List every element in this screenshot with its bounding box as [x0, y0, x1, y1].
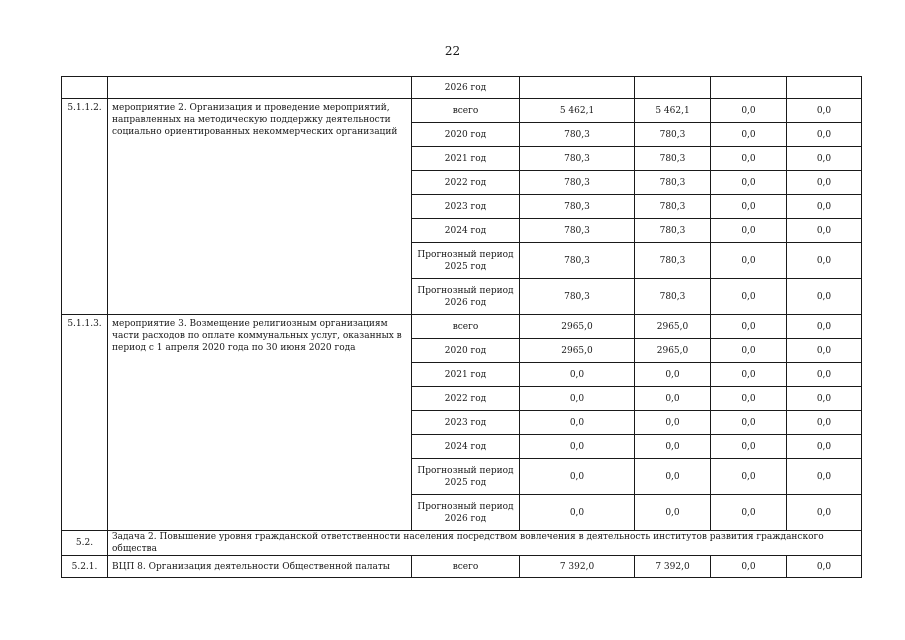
table-row	[62, 556, 862, 578]
value-cell: 780,3	[520, 123, 635, 147]
value-cell: 0,0	[711, 99, 787, 123]
budget-table	[61, 76, 862, 578]
value-cell: 0,0	[787, 99, 862, 123]
value-cell: 0,0	[787, 459, 862, 495]
value-cell: 0,0	[787, 279, 862, 315]
period-cell: 2026 год	[412, 77, 520, 99]
value-cell	[635, 77, 711, 99]
value-cell: 780,3	[635, 279, 711, 315]
value-cell: 0,0	[787, 315, 862, 339]
period-cell: 2021 год	[412, 363, 520, 387]
value-cell: 0,0	[520, 435, 635, 459]
value-cell: 2965,0	[520, 315, 635, 339]
value-cell: 0,0	[711, 171, 787, 195]
value-cell: 0,0	[711, 459, 787, 495]
period-cell: Прогнозный период 2025 год	[412, 459, 520, 495]
value-cell: 0,0	[787, 171, 862, 195]
value-cell: 0,0	[711, 195, 787, 219]
period-cell: 2022 год	[412, 171, 520, 195]
task-row	[62, 531, 862, 556]
value-cell: 780,3	[520, 243, 635, 279]
value-cell: 0,0	[711, 411, 787, 435]
period-cell: Прогнозный период 2025 год	[412, 243, 520, 279]
period-cell: всего	[412, 99, 520, 123]
period-cell: 2023 год	[412, 195, 520, 219]
value-cell: 0,0	[711, 387, 787, 411]
period-cell: 2024 год	[412, 435, 520, 459]
code-cell: 5.1.1.3.	[62, 315, 108, 531]
period-cell: Прогнозный период 2026 год	[412, 495, 520, 531]
value-cell: 0,0	[520, 387, 635, 411]
value-cell: 0,0	[787, 495, 862, 531]
value-cell: 0,0	[787, 147, 862, 171]
value-cell: 780,3	[635, 219, 711, 243]
period-cell: всего	[412, 556, 520, 578]
value-cell: 0,0	[711, 219, 787, 243]
table-row	[62, 99, 862, 123]
value-cell: 0,0	[787, 387, 862, 411]
value-cell: 0,0	[711, 435, 787, 459]
table-row	[62, 77, 862, 99]
code-cell	[62, 77, 108, 99]
value-cell: 0,0	[711, 123, 787, 147]
value-cell: 780,3	[520, 147, 635, 171]
value-cell: 0,0	[635, 363, 711, 387]
value-cell: 0,0	[635, 459, 711, 495]
value-cell: 0,0	[635, 411, 711, 435]
value-cell: 5 462,1	[520, 99, 635, 123]
value-cell: 0,0	[520, 411, 635, 435]
code-cell: 5.2.1.	[62, 556, 108, 578]
value-cell	[787, 77, 862, 99]
value-cell: 0,0	[711, 556, 787, 578]
value-cell: 0,0	[787, 556, 862, 578]
value-cell: 780,3	[635, 243, 711, 279]
value-cell: 780,3	[520, 219, 635, 243]
value-cell: 0,0	[787, 123, 862, 147]
period-cell: 2020 год	[412, 123, 520, 147]
value-cell: 5 462,1	[635, 99, 711, 123]
task-code: 5.2.	[62, 531, 108, 556]
page-number: 22	[444, 44, 461, 58]
value-cell: 0,0	[711, 495, 787, 531]
name-cell	[108, 77, 412, 99]
name-cell: мероприятие 2. Организация и проведение мероприятий, направленных на методическую поддержку деятельности социально ориентированных некоммерческих организаций	[108, 99, 412, 315]
value-cell: 0,0	[635, 495, 711, 531]
name-cell: ВЦП 8. Организация деятельности Общественной палаты	[108, 556, 412, 578]
period-cell: Прогнозный период 2026 год	[412, 279, 520, 315]
value-cell: 0,0	[711, 363, 787, 387]
value-cell: 0,0	[711, 279, 787, 315]
code-cell: 5.1.1.2.	[62, 99, 108, 315]
value-cell: 0,0	[787, 195, 862, 219]
period-cell: 2021 год	[412, 147, 520, 171]
value-cell	[520, 77, 635, 99]
value-cell: 0,0	[711, 315, 787, 339]
value-cell: 0,0	[787, 219, 862, 243]
period-cell: 2024 год	[412, 219, 520, 243]
period-cell: 2020 год	[412, 339, 520, 363]
value-cell: 2965,0	[520, 339, 635, 363]
period-cell: 2022 год	[412, 387, 520, 411]
value-cell: 0,0	[787, 243, 862, 279]
value-cell: 7 392,0	[635, 556, 711, 578]
value-cell: 780,3	[635, 171, 711, 195]
value-cell: 0,0	[711, 243, 787, 279]
value-cell: 0,0	[787, 435, 862, 459]
value-cell: 780,3	[520, 195, 635, 219]
task-description: Задача 2. Повышение уровня гражданской ответственности населения посредством вовлечения в деятельность институтов развития гражданского общества	[108, 531, 862, 556]
value-cell: 0,0	[635, 387, 711, 411]
value-cell: 0,0	[787, 339, 862, 363]
value-cell: 780,3	[520, 171, 635, 195]
value-cell: 0,0	[520, 495, 635, 531]
value-cell: 0,0	[711, 147, 787, 171]
value-cell: 0,0	[520, 363, 635, 387]
value-cell: 780,3	[635, 147, 711, 171]
value-cell	[711, 77, 787, 99]
value-cell: 780,3	[635, 123, 711, 147]
value-cell: 0,0	[787, 363, 862, 387]
value-cell: 2965,0	[635, 315, 711, 339]
name-cell: мероприятие 3. Возмещение религиозным организациям части расходов по оплате коммунальных услуг, оказанных в период с 1 апреля 2020 года по 30 июня 2020 года	[108, 315, 412, 531]
period-cell: всего	[412, 315, 520, 339]
table-row	[62, 315, 862, 339]
value-cell: 780,3	[635, 195, 711, 219]
value-cell: 0,0	[711, 339, 787, 363]
value-cell: 780,3	[520, 279, 635, 315]
value-cell: 0,0	[635, 435, 711, 459]
period-cell: 2023 год	[412, 411, 520, 435]
value-cell: 2965,0	[635, 339, 711, 363]
value-cell: 7 392,0	[520, 556, 635, 578]
value-cell: 0,0	[787, 411, 862, 435]
value-cell: 0,0	[520, 459, 635, 495]
